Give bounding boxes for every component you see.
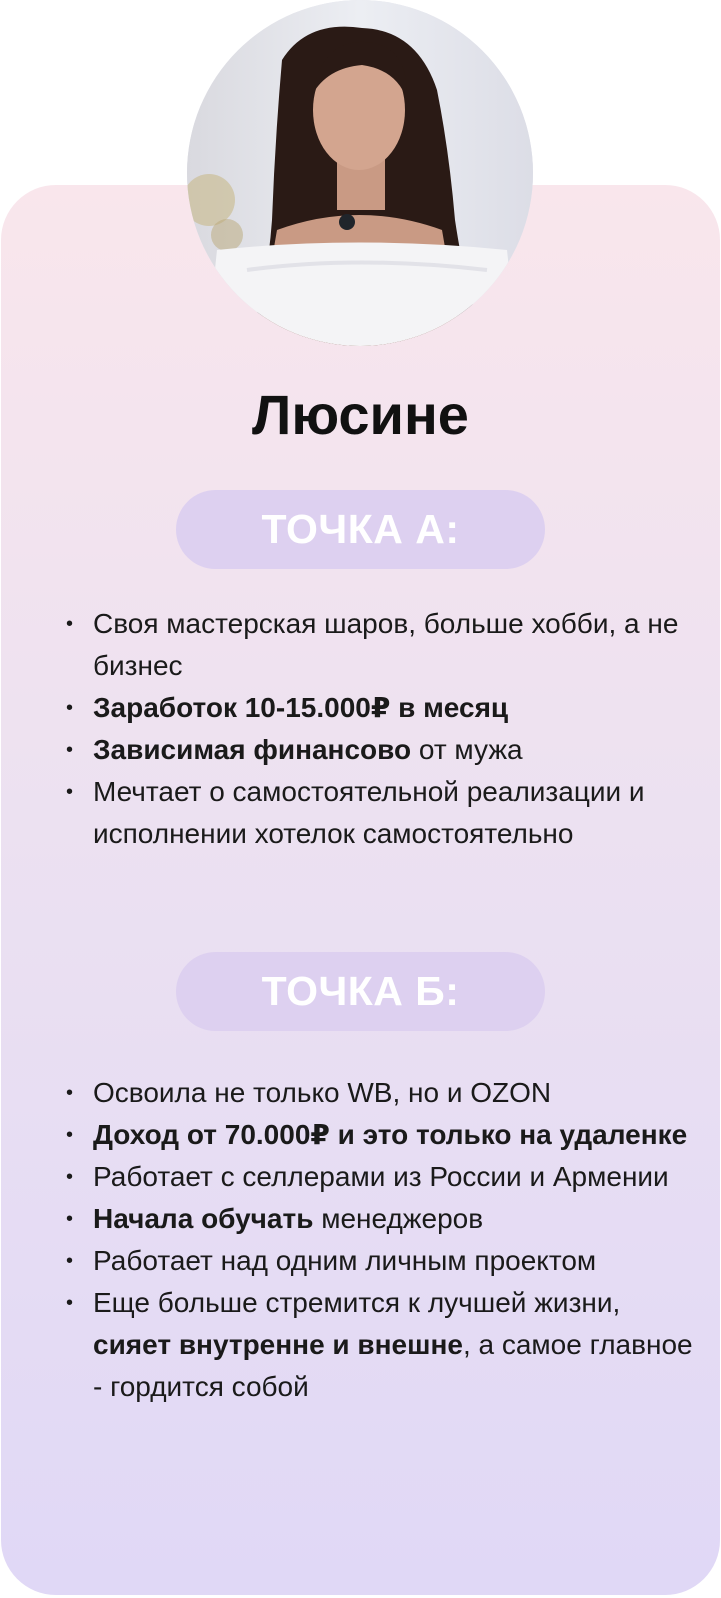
item-bold: Доход от 70.000₽ и это только на удаленке <box>93 1119 688 1150</box>
item-text: Еще больше стремится к лучшей жизни, <box>93 1287 621 1318</box>
list-item <box>60 1072 700 1114</box>
item-text: Мечтает о самостоятельной реализации и исполнении хотелок самостоятельно <box>93 776 645 849</box>
item-text: Освоила не только WB, но и OZON <box>93 1077 552 1108</box>
item-text: Работает с селлерами из России и Армении <box>93 1161 669 1192</box>
item-bold: Начала обучать <box>93 1203 314 1234</box>
profile-name: Люсине <box>252 383 469 446</box>
item-text: , а самое главное - гордится собой <box>93 1329 693 1402</box>
point-b-list <box>60 1072 700 1408</box>
list-item <box>60 1240 700 1282</box>
item-text: Работает над одним личным проектом <box>93 1245 597 1276</box>
list-item <box>60 1156 700 1198</box>
list-item <box>60 771 700 855</box>
list-item <box>60 1282 700 1408</box>
avatar <box>187 0 533 346</box>
item-bold: Заработок 10-15.000₽ в месяц <box>93 692 509 723</box>
point-b-badge: ТОЧКА Б: <box>176 952 545 1031</box>
item-text: Своя мастерская шаров, больше хобби, а не бизнес <box>93 608 679 681</box>
item-bold: сияет внутренне и внешне <box>93 1329 463 1360</box>
point-a-badge: ТОЧКА А: <box>176 490 545 569</box>
list-item <box>60 687 700 729</box>
list-item <box>60 1198 700 1240</box>
item-text: менеджеров <box>313 1203 484 1234</box>
list-item <box>60 603 700 687</box>
list-item <box>60 1114 700 1156</box>
avatar-photo <box>187 0 533 346</box>
list-item <box>60 729 700 771</box>
point-a-list <box>60 603 700 855</box>
item-bold: Зависимая финансово <box>93 734 412 765</box>
item-text: от мужа <box>411 734 523 765</box>
